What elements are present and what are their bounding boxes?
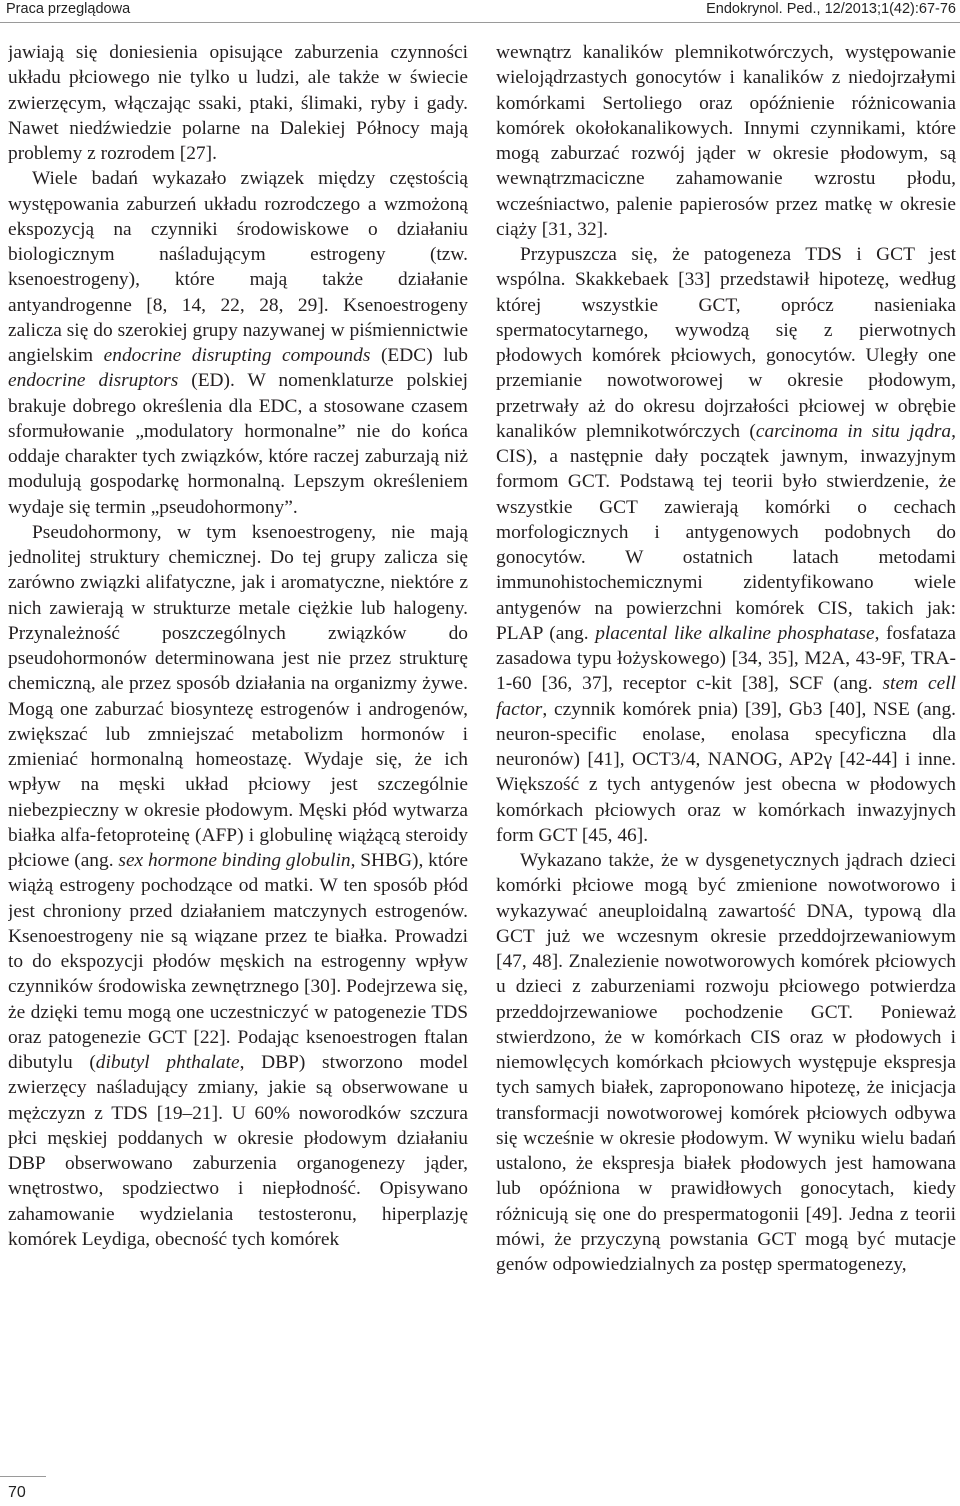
journal-citation: Endokrynol. Ped., 12/2013;1(42):67-76 xyxy=(706,1,956,17)
paragraph: Pseudohormony, w tym ksenoestrogeny, nie mają jednolitej struktury chemicznej. Do tej grupy zalicza się zarówno związki alifatyczne, jak i aromatyczne, niektóre z nich zawierają w strukturze metale ciężkie lub halogeny. Przynależność poszczególnych związków do pseudohormonów determinowana jest nie przez strukturę chemiczną, ale przez sposób działania na organizmy żywe. Mogą one zaburzać biosyntezę estrogenów i androgenów, zwiększać lub zmniejszać metabolizm hormonów i zmieniać hormonalną homeostazę. Wydaje się, że ich wpływ na męski układ płciowy jest szczególnie niebezpieczny w okresie płodowym. Męski płód wytwarza białka alfa-fetoproteinę (AFP) i globulinę wiążącą steroidy płciowe (ang. sex hormone binding globulin, SHBG), które wiążą estrogeny pochodzące od matki. W ten sposób płód jest chroniony przed działaniem matczynych estrogenów. Ksenoestrogeny nie są wiązane przez te białka. Prowadzi to do ekspozycji płodów męskich na estrogenny wpływ czynników środowiska zewnętrznego [30]. Podejrzewa się, że dzięki temu mogą one uczestniczyć w patogenezie TDS oraz patogenezie GCT [22]. Podając ksenoestrogen ftalan dibutylu (dibutyl phthalate, DBP) stworzono model zwierzęcy naśladujący zmiany, jakie są obserwowane u mężczyzn z TDS [19–21]. U 60% noworodków szczura płci męskiej poddanych w okresie płodowym działaniu DBP obserwowano zaburzenia organogenezy jąder, wnętrostwo, spodziectwo i niepłodność. Opisywano zahamowanie wydzielania testosteronu, hiperplazję komórek Leydiga, obecność tych komórek xyxy=(8,521,468,1250)
footer-rule xyxy=(0,1476,46,1477)
right-text-column xyxy=(496,40,956,1450)
paragraph: jawiają się doniesienia opisujące zaburzenia czynności układu płciowego nie tylko u ludzi, ale także w świecie zwierzęcym, włączając ssaki, ptaki, ślimaki, ryby i gady. Nawet niedźwiedzie polarne na Dalekiej Północy mają problemy z rozrodem [27]. xyxy=(8,42,468,164)
paragraph: Wykazano także, że w dysgenetycznych jądrach dzieci komórki płciowe mogą być zmienione nowotworowo i wykazywać aneuploidalną zawartość DNA, typową dla GCT już we wczesnym okresie przeddojrzewaniowym [47, 48]. Znalezienie nowotworowych komórek płciowych u dzieci z zaburzeniami rozwoju płciowego potwierdza przeddojrzewaniowe pochodzenie GCT. Ponieważ stwierdzono, że w komórkach CIS oraz w płodowych i niemowlęcych komórkach płciowych występuje ekspresja tych samych białek, zaproponowano hipotezę, że inicjacja transformacji nowotworowej komórek płciowych odbywa się wcześnie w okresie płodowym. W wyniku wielu badań ustalono, że ekspresja białek płodowych jest hamowana lub opóźniona w prawidłowych gonocytach, kiedy różnicują się one do prespermatogonii [49]. Jedna z teorii mówi, że przyczyną powstania GCT mogą być mutacje genów odpowiedzialnych za postęp spermatogenezy, xyxy=(496,850,956,1275)
header-rule xyxy=(0,22,960,23)
left-text-column xyxy=(8,40,468,1450)
page-number: 70 xyxy=(8,1484,26,1501)
running-header xyxy=(0,0,960,22)
paragraph: wewnątrz kanalików plemnikotwórczych, występowanie wielojądrzastych gonocytów i kanalików z niedojrzałymi komórkami Sertoliego oraz opóźnienie różnicowania komórek okołokanalikowych. Innymi czynnikami, które mogą zaburzać rozwój jąder w okresie płodowym, są wewnątrzmaciczne zahamowanie wzrostu płodu, wcześniactwo, palenie papierosów przez matkę w okresie ciąży [31, 32]. xyxy=(496,42,956,240)
paragraph: Wiele badań wykazało związek między częstością występowania zaburzeń układu rozrodczego a wzmożoną ekspozycją na czynniki środowiskowe o działaniu biologicznym naśladującym estrogeny (tzw. ksenoestrogeny), które mają także działanie antyandrogenne [8, 14, 22, 28, 29]. Ksenoestrogeny zalicza się do szerokiej grupy nazywanej w piśmiennictwie angielskim endocrine disrupting compounds (EDC) lub endocrine disruptors (ED). W nomenklaturze polskiej brakuje dobrego określenia dla EDC, a stosowane czasem sformułowanie „modulatory hormonalne” nie do końca oddaje charakter tych związków, które raczej zaburzają niż modulują gospodarkę hormonalną. Lepszym określeniem wydaje się termin „pseudohormony”. xyxy=(8,168,468,518)
paragraph: Przypuszcza się, że patogeneza TDS i GCT jest wspólna. Skakkebaek [33] przedstawił hipotezę, według której wszystkie GCT, oprócz nasieniaka spermatocytarnego, wywodzą się z pierwotnych płodowych komórek płciowych, gonocytów. Uległy one przemianie nowotworowej w okresie płodowym, przetrwały aż do okresu dojrzałości płciowej w obrębie kanalików plemnikotwórczych (carcinoma in situ jądra, CIS), a następnie dały początek jawnym, inwazyjnym formom GCT. Podstawą tej teorii było stwierdzenie, że wszystkie GCT zawierają komórki o cechach morfologicznych i antygenowych podobnych do gonocytów. W ostatnich latach metodami immunohistochemicznymi zidentyfikowano wiele antygenów na powierzchni komórek CIS, takich jak: PLAP (ang. placental like alkaline phosphatase, fosfataza zasadowa typu łożyskowego) [34, 35], M2A, 43-9F, TRA-1-60 [36, 37], receptor c-kit [38], SCF (ang. stem cell factor, czynnik komórek pnia) [39], Gb3 [40], NSE (ang. neuron-specific enolase, enolasa specyficzna dla neuronów) [41], OCT3/4, NANOG, AP2γ [42-44] i inne. Większość z tych antygenów jest obecna w płodowych komórkach płciowych oraz w komórkach inwazyjnych form GCT [45, 46]. xyxy=(496,244,956,846)
article-type-label: Praca przeglądowa xyxy=(6,1,131,17)
